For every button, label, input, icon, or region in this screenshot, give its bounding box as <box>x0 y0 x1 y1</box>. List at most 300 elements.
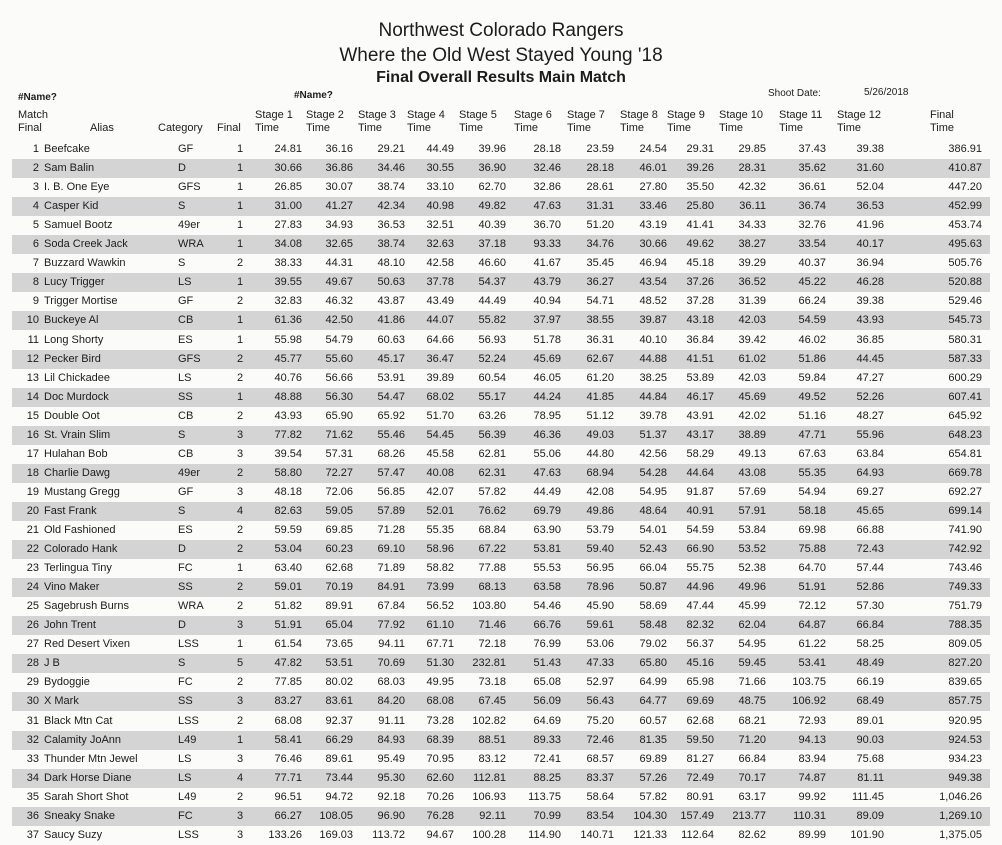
cell-stage-1: 133.26 <box>268 828 302 841</box>
cell-final-time: 452.99 <box>948 200 982 213</box>
cell-stage-2: 49.67 <box>325 276 353 289</box>
cell-rank: 25 <box>26 600 39 613</box>
header-stage-4 <box>407 109 467 135</box>
cell-stage-2: 56.66 <box>325 371 353 384</box>
header-stage-10-line: Time <box>719 122 744 134</box>
cell-category: FC <box>178 809 193 822</box>
cell-category: LS <box>178 752 192 765</box>
header-stage-11-line: Time <box>779 122 804 134</box>
cell-stage-9: 82.32 <box>686 619 714 632</box>
cell-stage-7: 78.96 <box>586 581 614 594</box>
cell-stage-1: 82.63 <box>274 504 302 517</box>
cell-final-place: 1 <box>236 162 244 175</box>
cell-stage-11: 89.99 <box>798 828 826 841</box>
cell-stage-9: 45.18 <box>686 257 714 270</box>
cell-stage-11: 55.35 <box>798 466 826 479</box>
cell-final-place: 4 <box>236 504 244 517</box>
cell-stage-2: 55.60 <box>325 352 353 365</box>
cell-stage-10: 71.20 <box>738 733 766 746</box>
cell-final-time: 447.20 <box>948 181 982 194</box>
cell-rank: 7 <box>32 257 39 270</box>
cell-stage-11: 32.76 <box>798 219 826 232</box>
cell-final-place: 2 <box>236 524 244 536</box>
cell-stage-7: 58.64 <box>586 790 614 803</box>
cell-final-time: 386.91 <box>948 143 982 155</box>
cell-category: LS <box>178 276 192 289</box>
cell-stage-8: 46.94 <box>639 257 667 270</box>
table-row <box>12 292 990 311</box>
cell-stage-8: 65.80 <box>639 657 667 670</box>
cell-stage-11: 72.12 <box>798 600 826 613</box>
cell-alias: Terlingua Tiny <box>44 562 112 575</box>
cell-rank: 31 <box>26 714 39 727</box>
cell-stage-3: 41.86 <box>377 314 405 327</box>
cell-rank: 3 <box>32 181 39 194</box>
cell-stage-11: 94.13 <box>798 733 826 746</box>
cell-final-time: 600.29 <box>948 371 982 384</box>
cell-stage-12: 52.86 <box>856 581 884 594</box>
cell-stage-4: 36.47 <box>426 352 454 365</box>
table-row <box>12 216 990 235</box>
table-row <box>12 445 990 464</box>
cell-stage-4: 94.67 <box>426 828 454 841</box>
cell-alias: Samuel Bootz <box>44 219 113 232</box>
header-stage-12-line: Time <box>837 122 862 134</box>
cell-stage-2: 72.27 <box>325 466 353 479</box>
cell-stage-1: 34.08 <box>274 238 302 251</box>
cell-stage-3: 71.28 <box>377 524 405 536</box>
cell-stage-7: 140.71 <box>580 828 614 841</box>
cell-stage-2: 60.23 <box>325 543 353 556</box>
cell-stage-10: 38.27 <box>738 238 766 251</box>
cell-stage-2: 62.68 <box>325 562 353 575</box>
cell-stage-4: 40.98 <box>426 200 454 213</box>
cell-stage-9: 37.28 <box>686 295 714 308</box>
cell-stage-6: 53.81 <box>533 543 561 556</box>
cell-stage-6: 51.43 <box>533 657 561 670</box>
cell-stage-1: 61.36 <box>274 314 302 327</box>
cell-rank: 37 <box>26 828 39 841</box>
header-stage-11-line: Stage 11 <box>779 109 823 121</box>
cell-alias: Fast Frank <box>44 504 97 517</box>
cell-stage-8: 33.46 <box>639 200 667 213</box>
table-row <box>12 616 990 635</box>
cell-stage-12: 39.38 <box>856 143 884 155</box>
cell-stage-5: 103.80 <box>472 600 506 613</box>
cell-alias: Black Mtn Cat <box>44 714 113 727</box>
header-stage-10-line: Stage 10 <box>719 109 764 121</box>
cell-final-place: 1 <box>236 276 244 289</box>
cell-alias: Beefcake <box>44 143 90 155</box>
cell-category: D <box>178 543 186 556</box>
cell-stage-6: 78.95 <box>533 409 561 422</box>
cell-stage-8: 51.37 <box>639 428 667 441</box>
cell-stage-12: 46.28 <box>856 276 884 289</box>
cell-stage-8: 38.25 <box>639 371 667 384</box>
cell-alias: Buzzard Wawkin <box>44 257 126 270</box>
cell-stage-10: 42.02 <box>738 409 766 422</box>
cell-stage-11: 59.84 <box>798 371 826 384</box>
cell-stage-4: 68.08 <box>426 695 454 708</box>
cell-category: CB <box>178 447 194 460</box>
cell-stage-6: 40.94 <box>533 295 561 308</box>
cell-final-place: 2 <box>236 676 244 689</box>
cell-rank: 35 <box>26 790 39 803</box>
cell-stage-1: 51.91 <box>274 619 302 632</box>
cell-stage-2: 30.07 <box>325 181 353 194</box>
cell-stage-5: 55.82 <box>478 314 506 327</box>
cell-final-time: 520.88 <box>948 276 982 289</box>
cell-stage-6: 70.99 <box>533 809 561 822</box>
cell-final-place: 3 <box>236 447 244 460</box>
cell-stage-8: 121.33 <box>633 828 667 841</box>
cell-final-time: 495.63 <box>948 238 982 251</box>
cell-stage-4: 54.45 <box>426 428 454 441</box>
cell-stage-6: 32.86 <box>533 181 561 194</box>
cell-stage-2: 92.37 <box>325 714 353 727</box>
cell-stage-11: 69.98 <box>798 524 826 536</box>
cell-stage-6: 63.90 <box>533 524 561 536</box>
cell-stage-6: 44.49 <box>533 485 561 498</box>
header-stage-12 <box>837 109 897 135</box>
cell-stage-6: 55.06 <box>533 447 561 460</box>
cell-stage-3: 70.69 <box>377 657 405 670</box>
cell-stage-9: 29.31 <box>686 143 714 155</box>
cell-stage-3: 57.47 <box>377 466 405 479</box>
cell-category: ES <box>178 524 193 536</box>
table-row <box>12 654 990 673</box>
cell-stage-1: 32.83 <box>274 295 302 308</box>
table-row <box>12 426 990 445</box>
cell-stage-7: 42.08 <box>586 485 614 498</box>
cell-category: S <box>178 200 186 213</box>
cell-category: FC <box>178 676 193 689</box>
cell-stage-1: 48.18 <box>274 485 302 498</box>
cell-stage-2: 32.65 <box>325 238 353 251</box>
cell-alias: Sam Balin <box>44 162 95 175</box>
cell-final-time: 699.14 <box>948 504 982 517</box>
cell-alias: Sagebrush Burns <box>44 600 129 613</box>
cell-rank: 4 <box>32 200 39 213</box>
cell-stage-7: 36.27 <box>586 276 614 289</box>
cell-category: S <box>178 657 186 670</box>
cell-stage-9: 59.50 <box>686 733 714 746</box>
cell-alias: Pecker Bird <box>44 352 101 365</box>
cell-stage-2: 46.32 <box>325 295 353 308</box>
cell-stage-8: 39.87 <box>639 314 667 327</box>
cell-stage-9: 25.80 <box>686 200 714 213</box>
cell-stage-6: 44.24 <box>533 390 561 403</box>
cell-stage-12: 52.04 <box>856 181 884 194</box>
cell-final-time: 788.35 <box>948 619 982 632</box>
cell-stage-9: 46.17 <box>686 390 714 403</box>
cell-stage-12: 89.09 <box>856 809 884 822</box>
table-row <box>12 502 990 521</box>
cell-stage-7: 51.20 <box>586 219 614 232</box>
cell-final-time: 1,375.05 <box>939 828 982 841</box>
cell-rank: 17 <box>26 447 39 460</box>
cell-stage-7: 28.18 <box>586 162 614 175</box>
cell-stage-3: 67.84 <box>377 600 405 613</box>
cell-stage-7: 83.54 <box>586 809 614 822</box>
cell-stage-3: 56.85 <box>377 485 405 498</box>
cell-final-time: 607.41 <box>948 390 982 403</box>
cell-category: L49 <box>178 790 197 803</box>
cell-stage-6: 41.67 <box>533 257 561 270</box>
cell-stage-5: 68.13 <box>478 581 506 594</box>
cell-final-time: 545.73 <box>948 314 982 327</box>
cell-final-place: 2 <box>236 257 244 270</box>
cell-final-time: 827.20 <box>948 657 982 670</box>
cell-stage-6: 47.63 <box>533 466 561 479</box>
table-row <box>12 731 990 750</box>
cell-stage-3: 36.53 <box>377 219 405 232</box>
cell-stage-6: 45.69 <box>533 352 561 365</box>
cell-stage-2: 53.51 <box>325 657 353 670</box>
cell-alias: Casper Kid <box>44 200 99 213</box>
cell-stage-8: 39.78 <box>639 409 667 422</box>
cell-stage-1: 47.82 <box>274 657 302 670</box>
cell-stage-12: 47.27 <box>856 371 884 384</box>
cell-stage-6: 65.08 <box>533 676 561 689</box>
cell-stage-9: 45.16 <box>686 657 714 670</box>
cell-stage-6: 63.58 <box>533 581 561 594</box>
cell-stage-11: 110.31 <box>793 809 826 822</box>
cell-stage-6: 36.70 <box>533 219 561 232</box>
table-row <box>12 369 990 388</box>
cell-stage-11: 83.94 <box>798 752 826 765</box>
cell-stage-10: 36.11 <box>739 200 766 213</box>
cell-stage-10: 57.69 <box>738 485 766 498</box>
cell-stage-2: 80.02 <box>325 676 353 689</box>
cell-stage-12: 69.27 <box>856 485 884 498</box>
cell-stage-6: 66.76 <box>533 619 561 632</box>
cell-stage-3: 48.10 <box>377 257 405 270</box>
cell-stage-7: 28.61 <box>586 181 614 194</box>
cell-final-time: 645.92 <box>948 409 982 422</box>
header-stage-1-line: Time <box>255 122 280 134</box>
cell-final-time: 648.23 <box>948 428 982 441</box>
table-row <box>12 788 990 807</box>
cell-stage-2: 169.03 <box>319 828 353 841</box>
cell-stage-2: 89.61 <box>325 752 353 765</box>
cell-stage-9: 65.98 <box>686 676 714 689</box>
cell-stage-4: 40.08 <box>426 466 454 479</box>
cell-stage-1: 96.51 <box>274 790 302 803</box>
header-final-time <box>930 109 980 135</box>
cell-alias: Dark Horse Diane <box>44 771 132 784</box>
cell-stage-9: 41.51 <box>686 352 714 365</box>
cell-alias: Lucy Trigger <box>44 276 105 289</box>
table-row <box>12 750 990 769</box>
cell-final-time: 580.31 <box>948 333 982 346</box>
cell-stage-4: 70.26 <box>426 790 454 803</box>
cell-final-time: 920.95 <box>948 714 982 727</box>
cell-category: 49er <box>178 466 201 479</box>
cell-stage-7: 51.12 <box>586 409 614 422</box>
cell-final-place: 1 <box>236 333 244 346</box>
cell-category: LSS <box>178 714 199 727</box>
table-row <box>12 311 990 330</box>
cell-final-place: 2 <box>236 543 244 556</box>
cell-stage-1: 68.08 <box>274 714 302 727</box>
cell-stage-11: 66.24 <box>798 295 826 308</box>
cell-final-place: 2 <box>236 581 244 594</box>
cell-stage-11: 106.92 <box>792 695 826 708</box>
cell-stage-1: 77.71 <box>274 771 302 784</box>
header-stage-4-line: Time <box>407 122 432 134</box>
name-error-label-mid: #Name? <box>294 90 333 101</box>
cell-category: S <box>178 428 186 441</box>
cell-stage-7: 59.61 <box>586 619 614 632</box>
cell-final-time: 505.76 <box>948 257 982 270</box>
table-row <box>12 197 990 216</box>
cell-stage-5: 62.81 <box>478 447 506 460</box>
cell-stage-5: 72.18 <box>478 638 506 651</box>
cell-stage-7: 35.45 <box>586 257 614 270</box>
cell-stage-1: 77.85 <box>274 676 302 689</box>
cell-stage-12: 45.65 <box>856 504 884 517</box>
cell-stage-5: 56.39 <box>478 428 506 441</box>
cell-stage-6: 64.69 <box>533 714 561 727</box>
cell-stage-4: 42.58 <box>426 257 454 270</box>
cell-final-place: 3 <box>236 809 244 822</box>
cell-stage-5: 100.28 <box>472 828 506 841</box>
cell-stage-2: 83.61 <box>325 695 353 708</box>
cell-final-time: 453.74 <box>948 219 982 232</box>
cell-final-time: 949.38 <box>948 771 982 784</box>
cell-stage-4: 61.10 <box>426 619 454 632</box>
header-alias <box>90 122 150 135</box>
cell-stage-8: 48.52 <box>639 295 667 308</box>
table-row <box>12 464 990 483</box>
cell-stage-8: 50.87 <box>639 581 667 594</box>
cell-stage-7: 44.80 <box>586 447 614 460</box>
cell-stage-1: 76.46 <box>274 752 302 765</box>
cell-stage-3: 54.47 <box>377 390 405 403</box>
cell-stage-3: 57.89 <box>377 504 405 517</box>
cell-final-time: 587.33 <box>948 352 982 365</box>
cell-final-time: 1,046.26 <box>939 790 982 803</box>
cell-stage-11: 99.92 <box>798 790 826 803</box>
cell-stage-10: 34.33 <box>738 219 766 232</box>
cell-stage-4: 32.51 <box>426 219 454 232</box>
cell-final-time: 654.81 <box>948 447 982 460</box>
cell-stage-9: 55.75 <box>686 562 714 575</box>
cell-stage-10: 48.75 <box>738 695 766 708</box>
cell-stage-9: 56.37 <box>686 638 714 651</box>
cell-stage-3: 68.26 <box>377 447 405 460</box>
cell-alias: Old Fashioned <box>44 524 116 536</box>
cell-stage-8: 60.57 <box>639 714 667 727</box>
cell-stage-10: 62.04 <box>738 619 766 632</box>
cell-rank: 23 <box>26 562 39 575</box>
cell-stage-11: 51.86 <box>798 352 826 365</box>
cell-stage-1: 48.88 <box>274 390 302 403</box>
cell-stage-2: 73.44 <box>325 771 353 784</box>
cell-category: 49er <box>178 219 201 232</box>
cell-stage-5: 232.81 <box>472 657 506 670</box>
shoot-date-value: 5/26/2018 <box>864 87 909 98</box>
cell-stage-4: 33.10 <box>426 181 454 194</box>
table-row <box>12 159 990 178</box>
header-stage-2-line: Time <box>306 122 331 134</box>
cell-stage-2: 71.62 <box>325 428 353 441</box>
header-stage-7-line: Time <box>567 122 592 134</box>
cell-stage-11: 35.62 <box>798 162 826 175</box>
table-row <box>12 540 990 559</box>
table-row <box>12 407 990 426</box>
cell-final-time: 669.78 <box>948 466 982 479</box>
header-stage-4-line: Stage 4 <box>407 109 445 121</box>
cell-stage-6: 114.90 <box>528 828 561 841</box>
cell-stage-2: 108.05 <box>319 809 353 822</box>
cell-final-place: 1 <box>236 219 244 232</box>
cell-stage-10: 49.13 <box>738 447 766 460</box>
cell-stage-7: 83.37 <box>586 771 614 784</box>
cell-category: CB <box>178 314 194 327</box>
cell-stage-12: 55.96 <box>856 428 884 441</box>
header-stage-8-line: Time <box>620 122 645 134</box>
cell-stage-3: 45.17 <box>377 352 405 365</box>
cell-stage-6: 43.79 <box>533 276 561 289</box>
header-stage-9 <box>667 109 727 135</box>
cell-alias: Sarah Short Shot <box>44 790 129 803</box>
cell-stage-11: 45.22 <box>798 276 826 289</box>
cell-stage-12: 44.45 <box>856 352 884 365</box>
cell-stage-3: 95.49 <box>377 752 405 765</box>
cell-stage-1: 38.33 <box>274 257 302 270</box>
cell-stage-2: 66.29 <box>325 733 353 746</box>
cell-stage-11: 61.22 <box>798 638 826 651</box>
cell-alias: Mustang Gregg <box>44 485 120 498</box>
table-row <box>12 826 990 845</box>
cell-stage-11: 54.94 <box>798 485 826 498</box>
cell-category: LSS <box>178 638 199 651</box>
cell-final-place: 2 <box>236 714 244 727</box>
cell-stage-6: 51.78 <box>533 333 561 346</box>
cell-stage-11: 72.93 <box>798 714 826 727</box>
cell-stage-7: 41.85 <box>586 390 614 403</box>
cell-stage-10: 38.89 <box>738 428 766 441</box>
cell-stage-6: 113.75 <box>528 790 561 803</box>
cell-stage-1: 55.98 <box>274 333 302 346</box>
cell-stage-3: 60.63 <box>377 333 405 346</box>
cell-rank: 8 <box>32 276 39 289</box>
cell-stage-8: 104.30 <box>633 809 667 822</box>
cell-alias: Doc Murdock <box>44 390 109 403</box>
cell-final-time: 839.65 <box>948 676 982 689</box>
cell-stage-10: 42.32 <box>738 181 766 194</box>
cell-stage-3: 38.74 <box>377 238 405 251</box>
cell-stage-8: 54.95 <box>639 485 667 498</box>
results-title: Final Overall Results Main Match <box>376 69 626 86</box>
cell-stage-5: 92.11 <box>479 809 506 822</box>
cell-stage-5: 49.82 <box>478 200 506 213</box>
cell-stage-8: 81.35 <box>639 733 667 746</box>
cell-stage-4: 52.01 <box>426 504 454 517</box>
cell-stage-9: 112.64 <box>681 828 714 841</box>
cell-stage-5: 67.22 <box>478 543 506 556</box>
header-final-time-line: Final <box>930 109 954 121</box>
cell-rank: 5 <box>32 219 39 232</box>
cell-stage-7: 56.95 <box>586 562 614 575</box>
cell-stage-7: 53.06 <box>586 638 614 651</box>
cell-stage-7: 47.33 <box>586 657 614 670</box>
table-row <box>12 254 990 273</box>
cell-stage-10: 45.99 <box>738 600 766 613</box>
cell-stage-8: 69.89 <box>639 752 667 765</box>
